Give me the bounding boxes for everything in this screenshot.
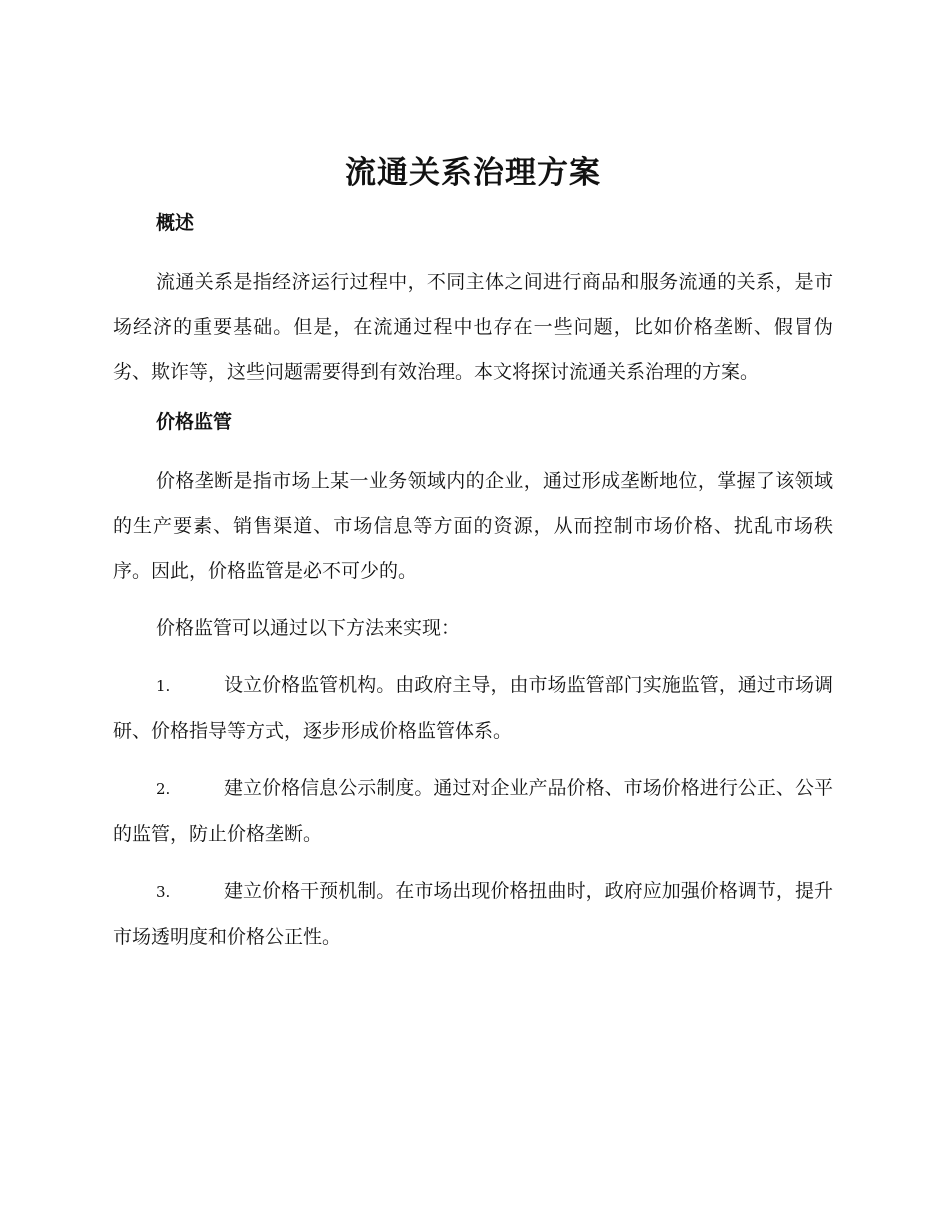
methods-list <box>113 663 833 960</box>
list-item <box>113 766 833 857</box>
list-item <box>113 869 833 960</box>
list-item-text: 设立价格监管机构。由政府主导，由市场监管部门实施监管，通过市场调研、价格指导等方式，逐步形成价格监管体系。 <box>113 674 833 742</box>
list-item-number: 3. <box>156 883 171 901</box>
list-item-number: 1. <box>156 677 171 695</box>
document-page <box>113 148 833 972</box>
list-item-number: 2. <box>156 780 171 798</box>
list-item-text: 建立价格干预机制。在市场出现价格扭曲时，政府应加强价格调节，提升市场透明度和价格公正性。 <box>113 880 833 948</box>
list-item-text: 建立价格信息公示制度。通过对企业产品价格、市场价格进行公正、公平的监管，防止价格垄断。 <box>113 777 833 845</box>
overview-paragraph: 流通关系是指经济运行过程中，不同主体之间进行商品和服务流通的关系，是市场经济的重要基础。但是，在流通过程中也存在一些问题，比如价格垄断、假冒伪劣、欺诈等，这些问题需要得到有效治理。本文将探讨流通关系治理的方案。 <box>113 271 833 383</box>
section-heading-price-regulation: 价格监管 <box>156 411 233 433</box>
price-monopoly-paragraph: 价格垄断是指市场上某一业务领域内的企业，通过形成垄断地位，掌握了该领域的生产要素、销售渠道、市场信息等方面的资源，从而控制市场价格、扰乱市场秩序。因此，价格监管是必不可少的。 <box>113 470 833 582</box>
methods-intro-paragraph: 价格监管可以通过以下方法来实现： <box>156 617 461 639</box>
list-item <box>113 663 833 754</box>
document-title: 流通关系治理方案 <box>345 155 601 191</box>
section-heading-overview: 概述 <box>156 212 195 234</box>
